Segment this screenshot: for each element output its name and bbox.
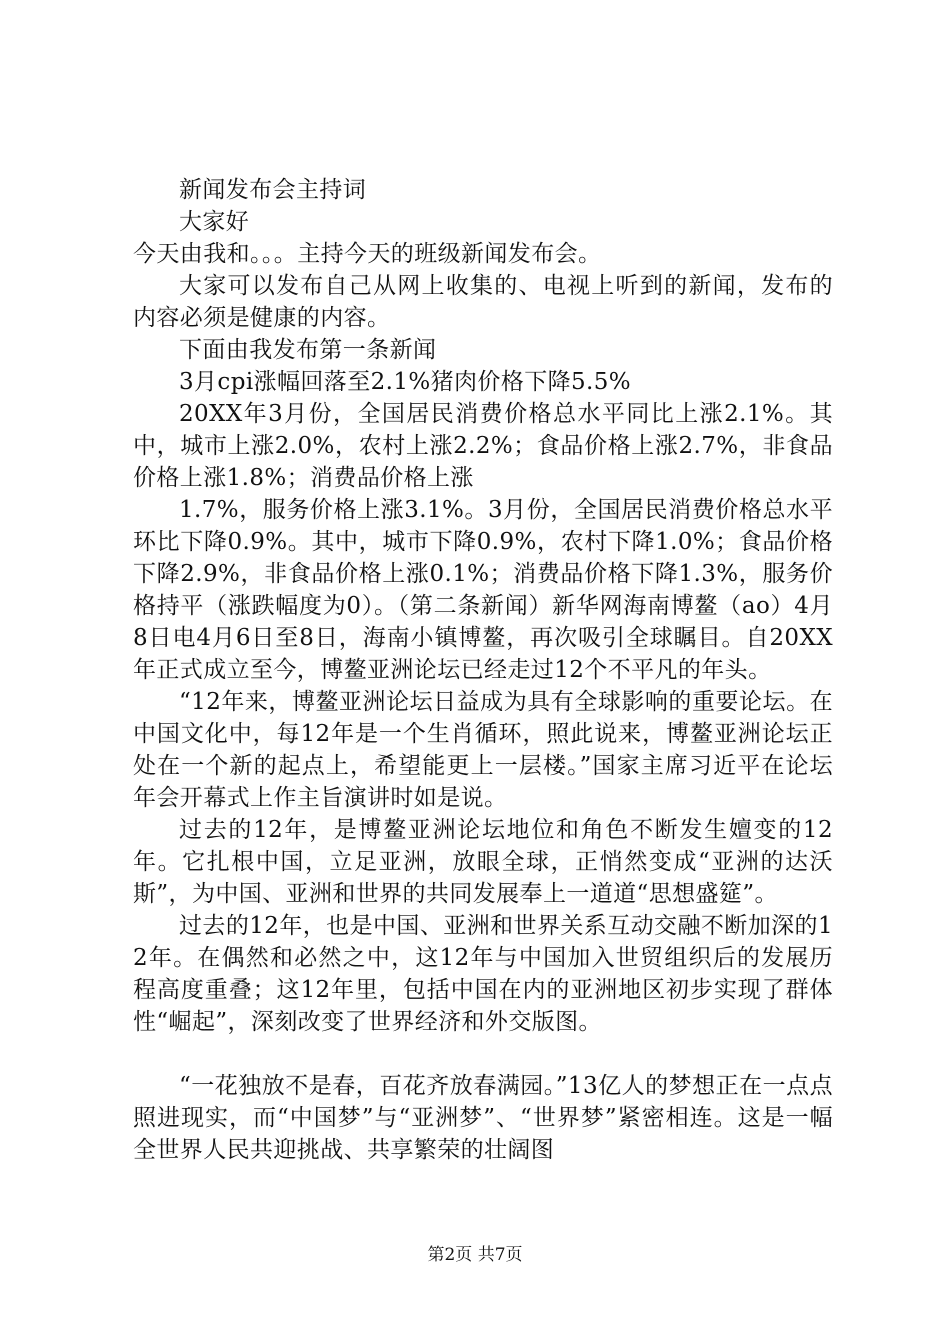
paragraph-forum-role: 过去的12年，是博鳌亚洲论坛地位和角色不断发生嬗变的12年。它扎根中国，立足亚洲，放眼全球，正悄然变成“亚洲的达沃斯”，为中国、亚洲和世界的共同发展奉上一道道“思想盛筵”。: [133, 817, 833, 907]
document-body: [133, 174, 833, 1166]
paragraph-instructions: 大家可以发布自己从网上收集的、电视上听到的新闻，发布的内容必须是健康的内容。: [133, 273, 833, 331]
paragraph-intro: 今天由我和。。。主持今天的班级新闻发布会。: [133, 241, 602, 267]
paragraph-first-news-intro: 下面由我发布第一条新闻: [179, 337, 437, 363]
page-number-footer: 第2页 共7页: [427, 1245, 523, 1265]
paragraph-greeting: 大家好: [179, 209, 250, 235]
paragraph-asia-relations: 过去的12年，也是中国、亚洲和世界关系互动交融不断加深的12年。在偶然和必然之中，这12年与中国加入世贸组织后的发展历程高度重叠；这12年里，包括中国在内的亚洲地区初步实现了群体性“崛起”，深刻改变了世界经济和外交版图。: [133, 913, 833, 1035]
paragraph-spring-quote: “一花独放不是春，百花齐放春满园。”13亿人的梦想正在一点点照进现实，而“中国梦”与“亚洲梦”、“世界梦”紧密相连。这是一幅全世界人民共迎挑战、共享繁荣的壮阔图: [133, 1073, 833, 1163]
paragraph-cpi-detail: 20XX年3月份，全国居民消费价格总水平同比上涨2.1%。其中，城市上涨2.0%，农村上涨2.2%；食品价格上涨2.7%，非食品价格上涨1.8%；消费品价格上涨: [133, 401, 833, 491]
paragraph-news-headline: 3月cpi涨幅回落至2.1%猪肉价格下降5.5%: [179, 369, 632, 395]
paragraph-quote-12-years: “12年来，博鳌亚洲论坛日益成为具有全球影响的重要论坛。在中国文化中，每12年是一个生肖循环，照此说来，博鳌亚洲论坛正处在一个新的起点上，希望能更上一层楼。”国家主席习近平在论坛年会开幕式上作主旨演讲时如是说。: [133, 689, 833, 811]
paragraph-cpi-continued: 1.7%，服务价格上涨3.1%。3月份，全国居民消费价格总水平环比下降0.9%。其中，城市下降0.9%，农村下降1.0%；食品价格下降2.9%，非食品价格上涨0.1%；消费品价格下降1.3%，服务价格持平（涨跌幅度为0）。（第二条新闻）新华网海南博鳌（ao）4月8日电4月6日至8日，海南小镇博鳌，再次吸引全球瞩目。自20XX年正式成立至今，博鳌亚洲论坛已经走过12个不平凡的年头。: [133, 497, 833, 683]
document-title: 新闻发布会主持词: [179, 177, 367, 203]
